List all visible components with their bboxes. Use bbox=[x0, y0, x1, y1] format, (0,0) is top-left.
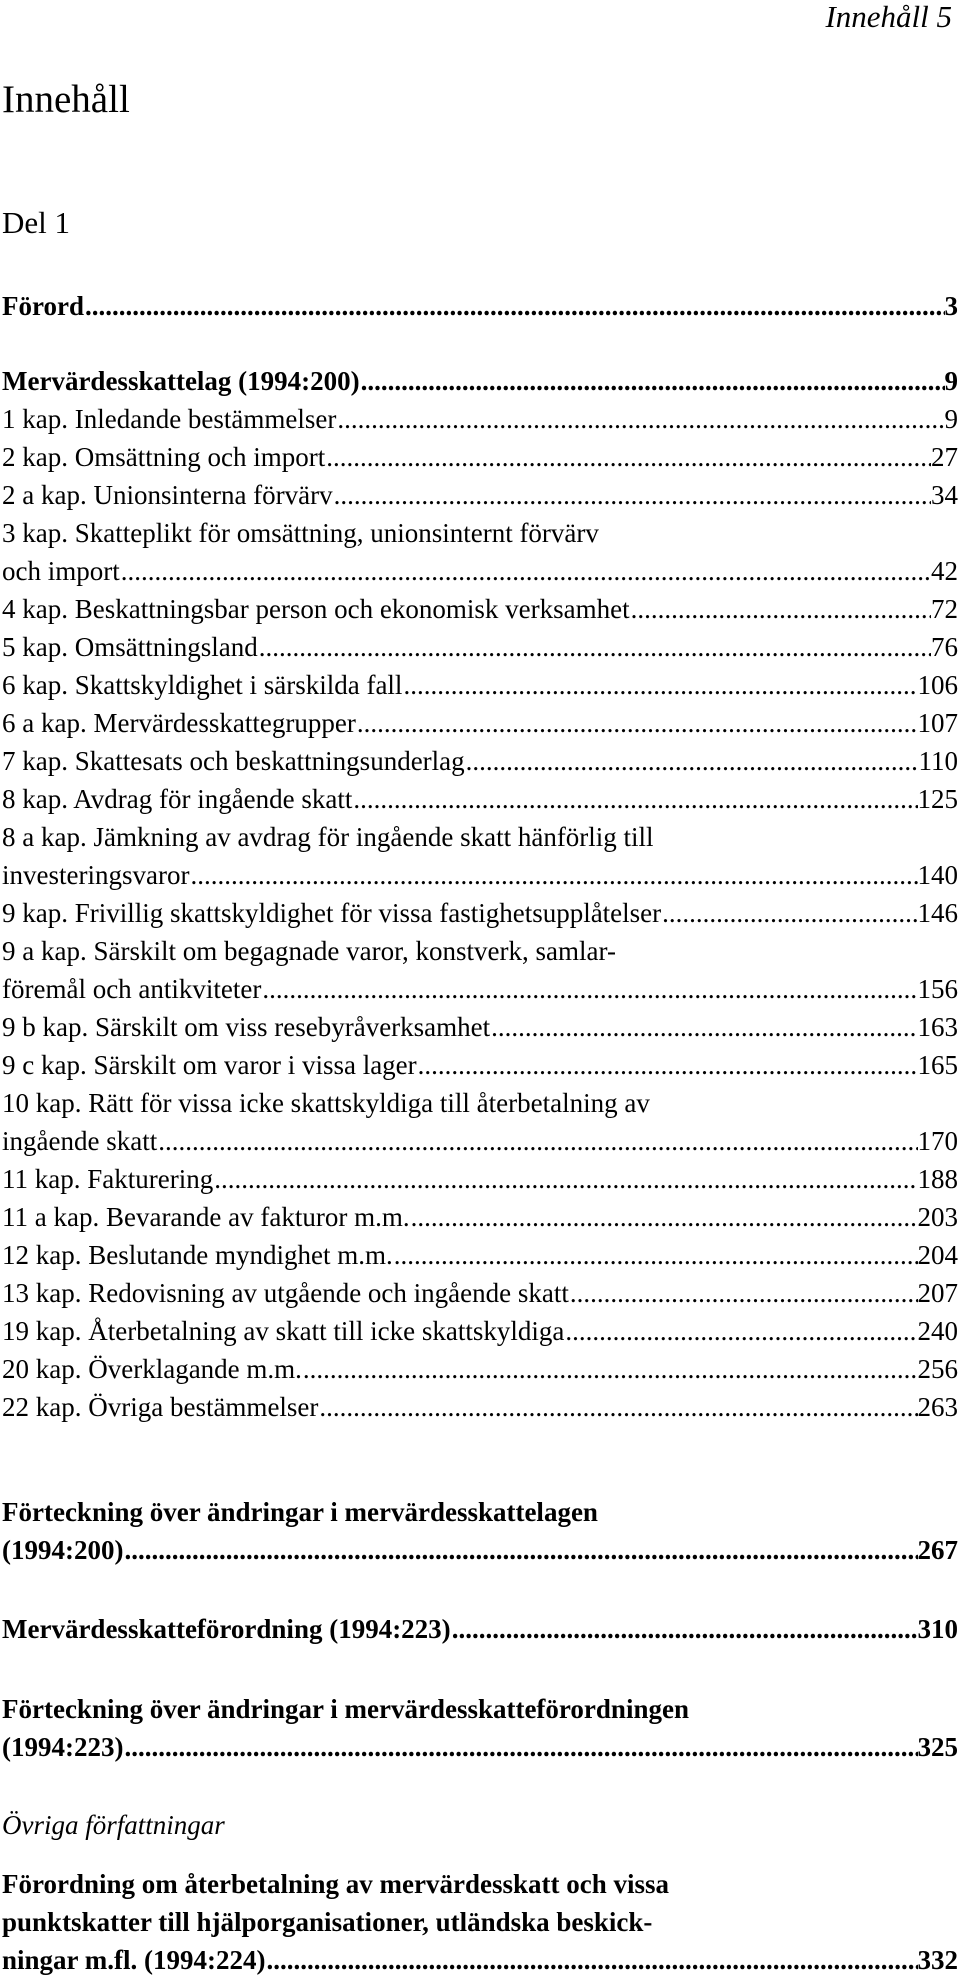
toc-entry-text: 8 kap. Avdrag för ingående skatt bbox=[2, 784, 353, 814]
leader-dots bbox=[259, 628, 931, 666]
toc-entry-line bbox=[2, 818, 958, 856]
toc-entry[interactable] bbox=[2, 1312, 958, 1350]
toc-entry[interactable] bbox=[2, 1122, 958, 1160]
toc-entry-text: 5 kap. Omsättningsland bbox=[2, 632, 258, 662]
toc-entry-text: 11 a kap. Bevarande av fakturor m.m. bbox=[2, 1202, 410, 1232]
leader-dots bbox=[452, 1610, 918, 1648]
toc-entry-page: 146 bbox=[917, 898, 958, 928]
toc-entry-page: 27 bbox=[931, 442, 958, 472]
toc-entry-page: 3 bbox=[944, 291, 958, 321]
toc-entry[interactable] bbox=[2, 856, 958, 894]
page-title: Innehåll bbox=[2, 78, 130, 121]
toc-entry[interactable] bbox=[2, 1728, 958, 1766]
toc-entry-page: 203 bbox=[917, 1202, 958, 1232]
leader-dots bbox=[121, 552, 931, 590]
section-label-other: Övriga författningar bbox=[2, 1810, 225, 1840]
leader-dots bbox=[190, 856, 917, 894]
leader-dots bbox=[570, 1274, 918, 1312]
leader-dots bbox=[85, 287, 945, 325]
toc-entry-text: (1994:200) bbox=[2, 1535, 124, 1565]
toc-entry[interactable] bbox=[2, 704, 958, 742]
toc-entry-text: 9 kap. Frivillig skattskyldighet för vissa fastighetsupplåtelser bbox=[2, 898, 662, 928]
toc-entry-text: 9 a kap. Särskilt om begagnade varor, konstverk, samlar- bbox=[2, 936, 616, 966]
toc-entry-text: föremål och antikviteter bbox=[2, 974, 262, 1004]
toc-entry-text: 7 kap. Skattesats och beskattningsunderlag bbox=[2, 746, 465, 776]
toc-entry[interactable] bbox=[2, 742, 958, 780]
toc-entry-text: 22 kap. Övriga bestämmelser bbox=[2, 1392, 319, 1422]
toc-entry-text: 9 c kap. Särskilt om varor i vissa lager bbox=[2, 1050, 417, 1080]
toc-entry-text: (1994:223) bbox=[2, 1732, 124, 1762]
toc-amendments-law bbox=[2, 1493, 958, 1569]
part-heading: Del 1 bbox=[2, 205, 71, 240]
toc-refund-ordinance bbox=[2, 1865, 958, 1979]
toc-entry-page: 263 bbox=[917, 1392, 958, 1422]
toc-entry[interactable] bbox=[2, 666, 958, 704]
toc-entry[interactable] bbox=[2, 590, 958, 628]
toc-entry-line bbox=[2, 1493, 958, 1531]
toc-entry[interactable] bbox=[2, 1350, 958, 1388]
toc-entry-text: 6 a kap. Mervärdesskattegrupper bbox=[2, 708, 356, 738]
toc-entry-page: 240 bbox=[917, 1316, 958, 1346]
toc-entry[interactable] bbox=[2, 780, 958, 818]
toc-entry-line bbox=[2, 1690, 958, 1728]
toc-entry-text: 4 kap. Beskattningsbar person och ekonomisk verksamhet bbox=[2, 594, 630, 624]
toc-entry-text: 9 b kap. Särskilt om viss resebyråverksamhet bbox=[2, 1012, 491, 1042]
toc-entry[interactable] bbox=[2, 438, 958, 476]
toc-entry[interactable] bbox=[2, 1531, 958, 1569]
toc-entry-page: 188 bbox=[917, 1164, 958, 1194]
toc-entry-page: 107 bbox=[917, 708, 958, 738]
toc-entry-page: 156 bbox=[917, 974, 958, 1004]
toc-law-title bbox=[2, 362, 958, 400]
toc-ordinance bbox=[2, 1610, 958, 1648]
leader-dots bbox=[394, 1236, 918, 1274]
toc-entry-text: och import bbox=[2, 556, 120, 586]
toc-entry-text: 11 kap. Fakturering bbox=[2, 1164, 214, 1194]
leader-dots bbox=[326, 438, 931, 476]
toc-entry-line bbox=[2, 514, 958, 552]
toc-entry[interactable] bbox=[2, 400, 958, 438]
toc-entry[interactable] bbox=[2, 1388, 958, 1426]
toc-entry-text: 2 kap. Omsättning och import bbox=[2, 442, 326, 472]
toc-entry-line bbox=[2, 932, 958, 970]
toc-entry-page: 165 bbox=[917, 1050, 958, 1080]
leader-dots bbox=[158, 1122, 917, 1160]
toc-entry-line bbox=[2, 1865, 958, 1903]
leader-dots bbox=[662, 894, 917, 932]
toc-entry-page: 267 bbox=[917, 1535, 958, 1565]
toc-entry-text: 1 kap. Inledande bestämmelser bbox=[2, 404, 337, 434]
toc-entry[interactable] bbox=[2, 1941, 958, 1979]
toc-entry-page: 163 bbox=[917, 1012, 958, 1042]
toc-entry-text: 20 kap. Överklagande m.m. bbox=[2, 1354, 302, 1384]
toc-entry-page: 310 bbox=[917, 1614, 958, 1644]
leader-dots bbox=[319, 1388, 917, 1426]
leader-dots bbox=[124, 1531, 917, 1569]
toc-entry-page: 170 bbox=[917, 1126, 958, 1156]
leader-dots bbox=[418, 1046, 918, 1084]
toc-entry-text: Förord bbox=[2, 291, 84, 321]
toc-entry-page: 106 bbox=[917, 670, 958, 700]
toc-entry-page: 256 bbox=[917, 1354, 958, 1384]
toc-chapter-list bbox=[2, 400, 958, 1426]
toc-entry-page: 110 bbox=[918, 746, 958, 776]
toc-entry-text: punktskatter till hjälporganisationer, utländska beskick- bbox=[2, 1907, 653, 1937]
toc-entry-text: 3 kap. Skatteplikt för omsättning, unionsinternt förvärv bbox=[2, 518, 599, 548]
toc-entry[interactable] bbox=[2, 1610, 958, 1648]
toc-entry-text: 8 a kap. Jämkning av avdrag för ingående skatt hänförlig till bbox=[2, 822, 654, 852]
toc-entry[interactable] bbox=[2, 287, 958, 325]
toc-foreword bbox=[2, 287, 958, 325]
leader-dots bbox=[267, 1941, 918, 1979]
toc-entry-text: investeringsvaror bbox=[2, 860, 190, 890]
running-header: Innehåll 5 bbox=[825, 0, 952, 34]
toc-entry[interactable] bbox=[2, 362, 958, 400]
toc-entry-text: 19 kap. Återbetalning av skatt till icke skattskyldiga bbox=[2, 1316, 565, 1346]
leader-dots bbox=[353, 780, 917, 818]
toc-entry[interactable] bbox=[2, 1160, 958, 1198]
toc-entry-text: 10 kap. Rätt för vissa icke skattskyldiga till återbetalning av bbox=[2, 1088, 650, 1118]
leader-dots bbox=[403, 666, 917, 704]
toc-entry-text: Förteckning över ändringar i mervärdesskatteförordningen bbox=[2, 1694, 689, 1724]
toc-entry[interactable] bbox=[2, 894, 958, 932]
toc-entry-line bbox=[2, 1084, 958, 1122]
toc-entry[interactable] bbox=[2, 1274, 958, 1312]
toc-entry-text: ningar m.fl. (1994:224) bbox=[2, 1945, 266, 1975]
toc-entry-page: 325 bbox=[917, 1732, 958, 1762]
toc-entry[interactable] bbox=[2, 1198, 958, 1236]
leader-dots bbox=[357, 704, 918, 742]
leader-dots bbox=[411, 1198, 918, 1236]
toc-entry[interactable] bbox=[2, 476, 958, 514]
toc-entry-text: 12 kap. Beslutande myndighet m.m. bbox=[2, 1240, 393, 1270]
toc-entry-page: 207 bbox=[917, 1278, 958, 1308]
toc-entry-text: Förordning om återbetalning av mervärdesskatt och vissa bbox=[2, 1869, 669, 1899]
toc-entry-text: Förteckning över ändringar i mervärdesskattelagen bbox=[2, 1497, 598, 1527]
leader-dots bbox=[361, 362, 945, 400]
toc-entry-text: ingående skatt bbox=[2, 1126, 158, 1156]
toc-entry-text: 2 a kap. Unionsinterna förvärv bbox=[2, 480, 333, 510]
leader-dots bbox=[214, 1160, 917, 1198]
leader-dots bbox=[466, 742, 919, 780]
leader-dots bbox=[337, 400, 944, 438]
toc-entry-page: 76 bbox=[931, 632, 958, 662]
toc-entry-page: 332 bbox=[917, 1945, 958, 1975]
toc-entry-page: 204 bbox=[917, 1240, 958, 1270]
toc-entry-page: 42 bbox=[931, 556, 958, 586]
toc-entry[interactable] bbox=[2, 1236, 958, 1274]
toc-entry-page: 9 bbox=[944, 366, 958, 396]
toc-entry[interactable] bbox=[2, 970, 958, 1008]
toc-entry[interactable] bbox=[2, 628, 958, 666]
toc-entry-page: 125 bbox=[917, 784, 958, 814]
toc-amendments-ordinance bbox=[2, 1690, 958, 1766]
toc-entry-text: Mervärdesskattelag (1994:200) bbox=[2, 366, 360, 396]
toc-entry-page: 9 bbox=[944, 404, 958, 434]
toc-entry-page: 34 bbox=[931, 480, 958, 510]
toc-entry[interactable] bbox=[2, 1008, 958, 1046]
toc-entry-text: 6 kap. Skattskyldighet i särskilda fall bbox=[2, 670, 403, 700]
leader-dots bbox=[124, 1728, 917, 1766]
leader-dots bbox=[491, 1008, 917, 1046]
toc-entry-text: 13 kap. Redovisning av utgående och ingående skatt bbox=[2, 1278, 569, 1308]
leader-dots bbox=[565, 1312, 917, 1350]
toc-entry-page: 72 bbox=[931, 594, 958, 624]
leader-dots bbox=[334, 476, 931, 514]
toc-entry-page: 140 bbox=[917, 860, 958, 890]
toc-entry-line bbox=[2, 1903, 958, 1941]
leader-dots bbox=[303, 1350, 918, 1388]
toc-entry[interactable] bbox=[2, 552, 958, 590]
toc-entry-text: Mervärdesskatteförordning (1994:223) bbox=[2, 1614, 451, 1644]
leader-dots bbox=[262, 970, 917, 1008]
leader-dots bbox=[631, 590, 931, 628]
toc-entry[interactable] bbox=[2, 1046, 958, 1084]
